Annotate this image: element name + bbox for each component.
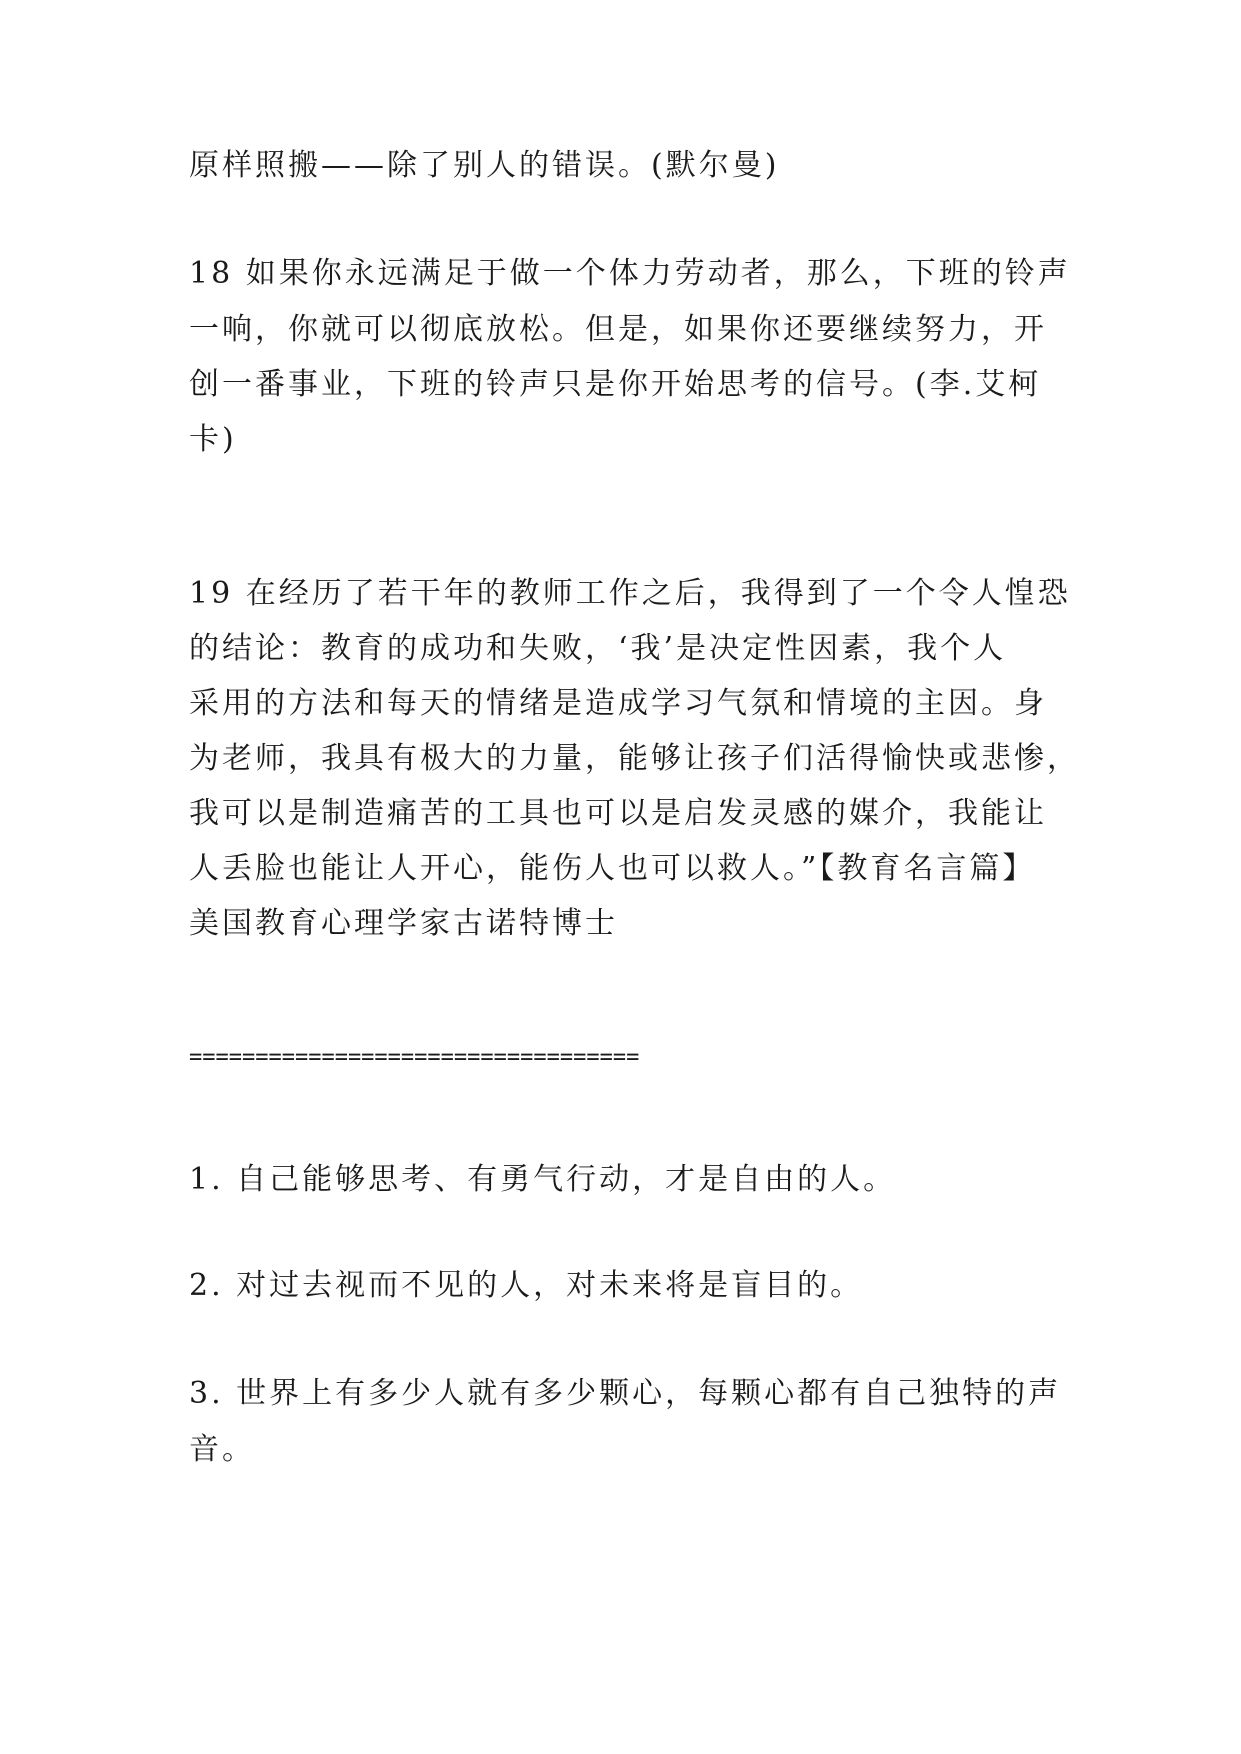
quote-18-line: 卡) (189, 422, 237, 457)
section-separator: ================================== (189, 1045, 640, 1070)
quote-19-attribution: 美国教育心理学家古诺特博士 (189, 906, 618, 941)
quote-19-line: 19 在经历了若干年的教师工作之后，我得到了一个令人惶恐 (189, 576, 1071, 611)
quote-19-line: 人丢脸也能让人开心，能伤人也可以救人。”【教育名言篇】 (189, 851, 1036, 886)
quote-19-line: 采用的方法和每天的情绪是造成学习气氛和情境的主因。身 (189, 686, 1047, 721)
quote-17-line: 原样照搬——除了别人的错误。(默尔曼) (189, 148, 780, 183)
list-item-continuation: 音。 (189, 1432, 255, 1467)
quote-18-line: 一响，你就可以彻底放松。但是，如果你还要继续努力，开 (189, 312, 1047, 347)
quote-18-line: 创一番事业，下班的铃声只是你开始思考的信号。(李.艾柯 (189, 367, 1042, 402)
quote-18-line: 18 如果你永远满足于做一个体力劳动者，那么，下班的铃声 (189, 256, 1071, 291)
quote-19-line: 为老师，我具有极大的力量，能够让孩子们活得愉快或悲惨， (189, 741, 1080, 776)
quote-19-line: 的结论：教育的成功和失败，‘我’是决定性因素，我个人 (189, 631, 1007, 666)
list-item: 2. 对过去视而不见的人，对未来将是盲目的。 (189, 1268, 864, 1303)
list-item: 1. 自己能够思考、有勇气行动，才是自由的人。 (189, 1162, 897, 1197)
list-item: 3. 世界上有多少人就有多少颗心，每颗心都有自己独特的声 (189, 1376, 1062, 1411)
quote-19-line: 我可以是制造痛苦的工具也可以是启发灵感的媒介，我能让 (189, 796, 1047, 831)
